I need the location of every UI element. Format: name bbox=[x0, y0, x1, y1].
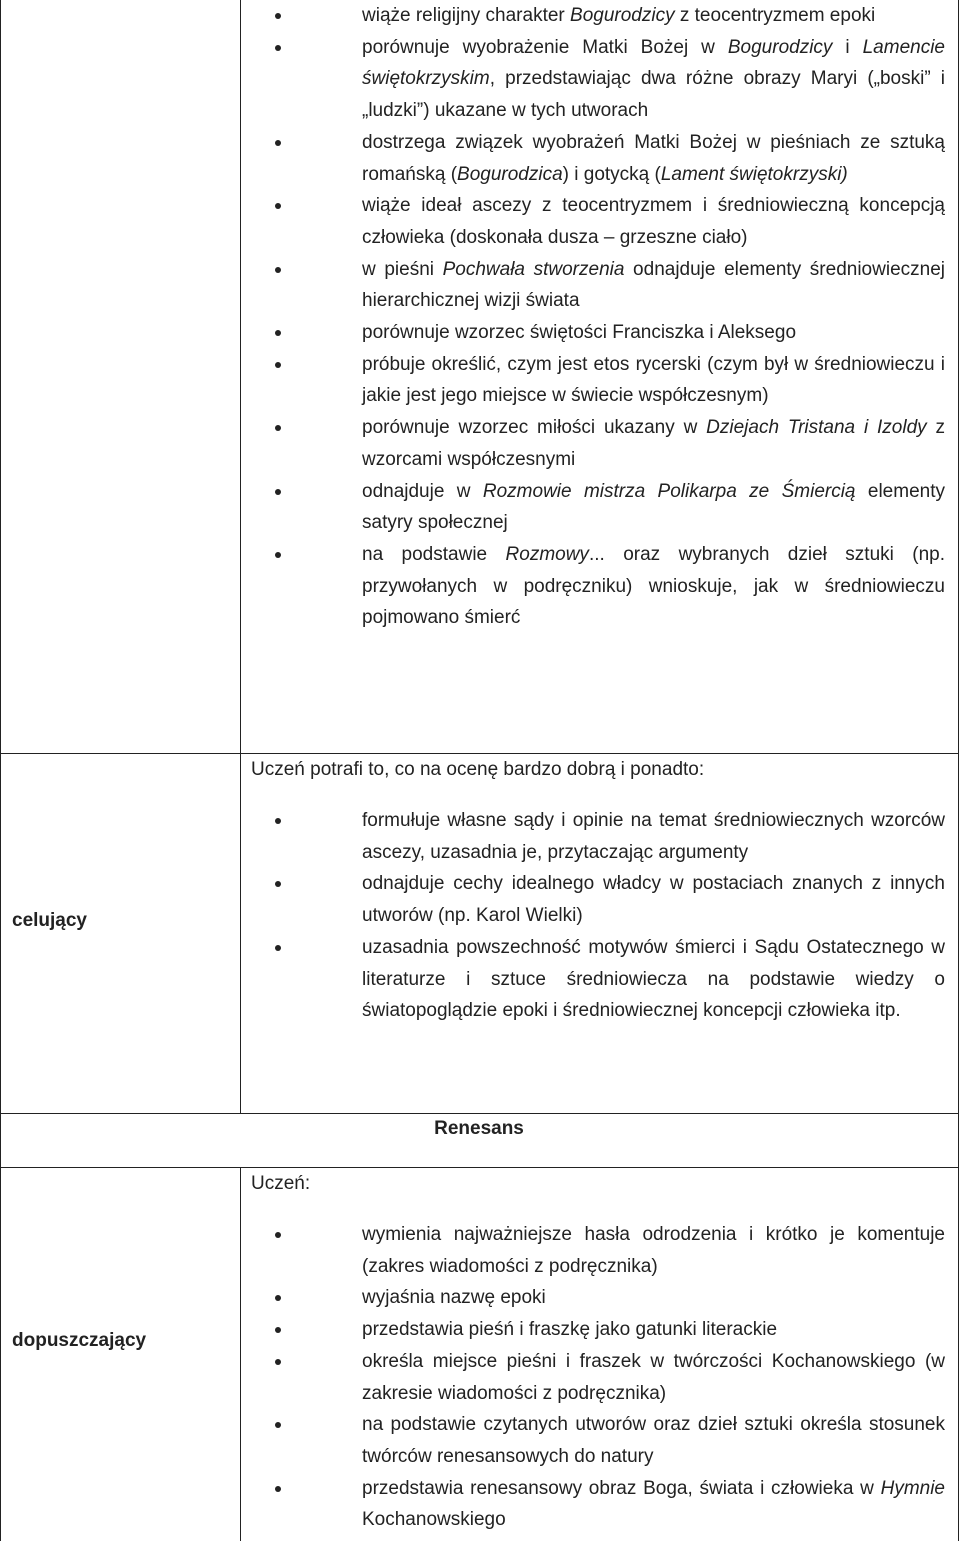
criteria-list bbox=[362, 805, 945, 1027]
column-divider bbox=[240, 1167, 241, 1541]
criterion-text: wyjaśnia nazwę epoki bbox=[362, 1287, 546, 1309]
grade-cell bbox=[0, 754, 240, 1113]
work-title: Bogurodzicy bbox=[727, 36, 833, 58]
criterion-text: na podstawie czytanych utworów oraz dzieł sztuki określa stosunek twórców renesansowych do natury bbox=[362, 1414, 945, 1467]
criterion-item bbox=[362, 32, 945, 127]
criterion-item bbox=[362, 1473, 945, 1536]
criterion-item bbox=[362, 0, 945, 32]
criterion-item bbox=[362, 412, 945, 475]
criterion-item bbox=[362, 317, 945, 349]
criterion-text: wiąże religijny charakter bbox=[362, 5, 571, 26]
criterion-item bbox=[362, 1346, 945, 1409]
criterion-text: porównuje wzorzec miłości ukazany w bbox=[362, 417, 707, 439]
criterion-item bbox=[362, 190, 945, 253]
criterion-item bbox=[362, 1219, 945, 1282]
criterion-item bbox=[362, 1314, 945, 1346]
criterion-text: ) i gotycką ( bbox=[562, 163, 661, 185]
criterion-text: określa miejsce pieśni i fraszek w twórczości Kochanowskiego (w zakresie wiadomości z podręcznika) bbox=[362, 1350, 945, 1404]
criterion-text: przedstawia renesansowy obraz Boga, świata i człowieka w bbox=[362, 1477, 881, 1499]
grade-label: celujący bbox=[12, 910, 87, 931]
criterion-text: odnajduje elementy średniowiecznej hierarchicznej wizji świata bbox=[362, 258, 945, 312]
criterion-item bbox=[362, 932, 945, 1027]
criterion-text: odnajduje cechy idealnego władcy w postaciach znanych z innych utworów (np. Karol Wielki) bbox=[362, 873, 945, 927]
criterion-text: elementy satyry społecznej bbox=[362, 480, 945, 534]
work-title: Rozmowie mistrza Polikarpa ze Śmiercią bbox=[482, 480, 856, 502]
work-title: Lament świętokrzyski) bbox=[660, 163, 848, 185]
criterion-text: , przedstawiając dwa różne obrazy Maryi („boski” i „ludzki”) ukazane w tych utworach bbox=[362, 68, 945, 122]
criterion-text: z teocentryzmem epoki bbox=[674, 5, 876, 26]
criterion-item bbox=[362, 1282, 945, 1314]
criterion-text: porównuje wzorzec świętości Franciszka i Aleksego bbox=[362, 322, 797, 344]
criterion-text: dostrzega związek wyobrażeń Matki Bożej w pieśniach ze sztuką romańską ( bbox=[362, 131, 945, 185]
work-title: Lamencie świętokrzyskim bbox=[362, 36, 945, 90]
criteria-intro: Uczeń: bbox=[251, 1173, 311, 1194]
criterion-text: formułuje własne sądy i opinie na temat średniowiecznych wzorców ascezy, uzasadnia je, przytaczając argumenty bbox=[362, 810, 945, 863]
criterion-text: uzasadnia powszechność motywów śmierci i Sądu Ostatecznego w literaturze i sztuce średniowiecza na podstawie wiedzy o światopoglądzie epoki i średniowiecznej koncepcji człowieka itp. bbox=[362, 936, 945, 1022]
criterion-item bbox=[362, 805, 945, 868]
row-divider bbox=[0, 1113, 959, 1114]
column-divider bbox=[240, 0, 241, 1113]
criterion-text: z wzorcami współczesnymi bbox=[362, 417, 946, 470]
criterion-text: wymienia najważniejsze hasła odrodzenia i krótko je komentuje (zakres wiadomości z podręcznika) bbox=[362, 1224, 945, 1277]
criterion-text: w pieśni bbox=[362, 258, 443, 280]
criterion-text: na podstawie bbox=[362, 543, 506, 565]
work-title: Bogurodzicy bbox=[570, 5, 675, 26]
table-border-right bbox=[958, 0, 959, 1541]
criterion-text: i bbox=[832, 36, 863, 58]
criterion-text: przedstawia pieśń i fraszkę jako gatunki literackie bbox=[362, 1319, 778, 1341]
criteria-cell-continued bbox=[242, 0, 958, 753]
work-title: Hymnie bbox=[880, 1477, 945, 1499]
criteria-cell bbox=[242, 754, 958, 1113]
criterion-item bbox=[362, 254, 945, 317]
criterion-text: ... oraz wybranych dzieł sztuki (np. przywołanych w podręczniku) wnioskuje, jak w średniowieczu pojmowano śmierć bbox=[362, 543, 946, 629]
work-title: Dziejach Tristana i Izoldy bbox=[706, 417, 927, 439]
criteria-intro: Uczeń potrafi to, co na ocenę bardzo dobrą i ponadto: bbox=[251, 759, 705, 780]
criterion-text: odnajduje w bbox=[362, 480, 483, 502]
criterion-item bbox=[362, 868, 945, 931]
criterion-text: porównuje wyobrażenie Matki Bożej w bbox=[362, 36, 728, 58]
grade-label: dopuszczający bbox=[12, 1330, 147, 1351]
criteria-list bbox=[362, 1219, 945, 1536]
criterion-item bbox=[362, 476, 945, 539]
work-title: Rozmowy bbox=[505, 543, 589, 565]
criterion-text: wiąże ideał ascezy z teocentryzmem i średniowieczną koncepcją człowieka (doskonała dusza – grzeszne ciało) bbox=[362, 195, 945, 248]
criteria-list bbox=[362, 0, 945, 634]
criterion-item bbox=[362, 349, 945, 412]
work-title: Pochwała stworzenia bbox=[442, 258, 625, 280]
grade-cell bbox=[0, 1168, 240, 1541]
criterion-text: próbuje określić, czym jest etos rycerski (czym był w średniowieczu i jakie jest jego miejsce w świecie współczesnym) bbox=[362, 353, 945, 407]
work-title: Bogurodzica bbox=[457, 163, 563, 185]
section-title: Renesans bbox=[434, 1118, 524, 1139]
criterion-item bbox=[362, 1409, 945, 1472]
criterion-item bbox=[362, 539, 945, 634]
criterion-text: Kochanowskiego bbox=[362, 1509, 506, 1531]
criteria-cell bbox=[242, 1168, 958, 1541]
criterion-item bbox=[362, 127, 945, 190]
